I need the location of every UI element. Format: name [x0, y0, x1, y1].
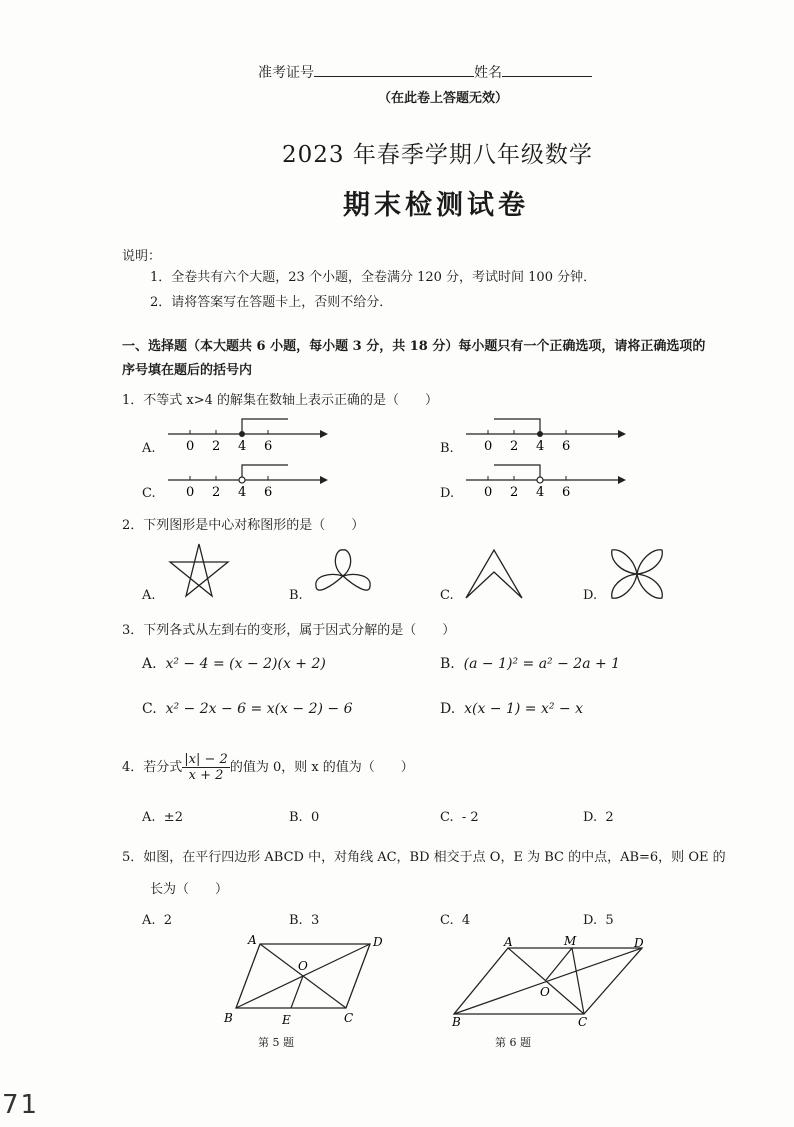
option-expr: (a − 1)² = a² − 2a + 1	[463, 656, 621, 672]
option-label: A.	[142, 656, 157, 672]
closed-dot-icon	[239, 431, 245, 437]
option-label: D.	[440, 701, 456, 717]
option-value: 0	[310, 810, 320, 825]
point-label: B	[452, 1015, 461, 1029]
q3-stem: 3．下列各式从左到右的变形，属于因式分解的是（ ）	[122, 623, 456, 638]
q4-option-b[interactable]	[289, 810, 319, 825]
q2-option-b-label[interactable]: B.	[289, 588, 303, 603]
point-label: O	[540, 985, 550, 999]
q3-option-c[interactable]	[142, 701, 352, 717]
tick-label: 0	[186, 439, 195, 454]
option-label: D.	[583, 913, 598, 928]
tick-label: 0	[186, 485, 195, 500]
open-dot-icon	[239, 477, 245, 483]
invalid-note: （在此卷上答题无效）	[378, 91, 509, 106]
q1-numberline-d	[458, 456, 628, 501]
option-label: B.	[289, 913, 303, 928]
tick-label: 0	[484, 439, 493, 454]
exam-id-blank[interactable]	[314, 62, 474, 77]
fraction-denominator: x + 2	[188, 768, 224, 783]
q4-option-a[interactable]	[142, 810, 183, 825]
option-value: 5	[605, 913, 614, 928]
star-shape-icon	[166, 540, 232, 602]
q4-option-c[interactable]	[440, 810, 479, 825]
name-blank[interactable]	[502, 62, 592, 77]
point-label: A	[504, 935, 513, 949]
option-label: A.	[142, 913, 156, 928]
margin-mark: 71	[2, 1090, 40, 1120]
q4-option-d[interactable]	[583, 810, 614, 825]
tick-label: 2	[212, 439, 221, 454]
point-label: D	[373, 935, 383, 949]
trefoil-shape-icon	[312, 546, 374, 602]
option-label: C.	[142, 701, 157, 717]
q1-option-d-label[interactable]: D.	[440, 486, 455, 501]
q5-option-d[interactable]	[583, 913, 614, 928]
tick-label: 4	[536, 485, 545, 500]
q1-option-a-label[interactable]: A.	[142, 441, 156, 456]
point-label: D	[634, 936, 644, 950]
option-value: 4	[461, 913, 471, 928]
q5-stem-cont: 长为（ ）	[150, 882, 229, 897]
tick-label: 2	[510, 439, 519, 454]
option-expr: x² − 2x − 6 = x(x − 2) − 6	[165, 701, 353, 717]
q3-option-b[interactable]	[440, 656, 620, 672]
q2-option-c-label[interactable]: C.	[440, 588, 454, 603]
q2-option-a-label[interactable]: A.	[142, 588, 156, 603]
q1-numberline-b	[458, 410, 628, 455]
tick-label: 0	[484, 485, 493, 500]
option-value: ±2	[163, 810, 183, 825]
tick-label: 6	[264, 439, 273, 454]
option-label: A.	[142, 810, 156, 825]
point-label: M	[564, 934, 577, 948]
page-subtitle: 期末检测试卷	[343, 190, 529, 221]
q5-option-a[interactable]	[142, 913, 172, 928]
q2-stem: 2．下列图形是中心对称图形的是（ ）	[122, 518, 365, 533]
instructions-label: 说明：	[122, 249, 162, 264]
q5-stem: 5．如图，在平行四边形 ABCD 中，对角线 AC，BD 相交于点 O，E 为 BC 的中点，AB=6，则 OE 的	[122, 850, 726, 865]
q1-stem: 1．不等式 x>4 的解集在数轴上表示正确的是（ ）	[122, 393, 439, 408]
point-label: B	[224, 1011, 233, 1025]
figure-5-caption: 第 5 题	[258, 1036, 294, 1049]
tick-label: 6	[562, 485, 571, 500]
option-value: 2	[163, 913, 173, 928]
option-value: 2	[605, 810, 614, 825]
point-label: O	[298, 959, 308, 973]
q3-option-a[interactable]	[142, 656, 326, 672]
option-value: - 2	[461, 810, 479, 825]
tick-label: 4	[238, 439, 247, 454]
option-value: 3	[310, 913, 320, 928]
q5-option-c[interactable]	[440, 913, 470, 928]
point-label: A	[248, 933, 257, 947]
four-petal-shape-icon	[606, 544, 668, 604]
name-label: 姓名	[474, 65, 502, 81]
section-heading: 一、选择题（本大题共 6 小题，每小题 3 分，共 18 分）每小题只有一个正确选项，请将正确选项的	[122, 339, 706, 354]
exam-id-label: 准考证号	[258, 65, 314, 81]
q4-stem	[122, 752, 414, 783]
figure-6-caption: 第 6 题	[495, 1036, 531, 1049]
tick-label: 2	[212, 485, 221, 500]
option-label: C.	[440, 913, 454, 928]
option-label: D.	[583, 810, 598, 825]
q1-option-b-label[interactable]: B.	[440, 441, 454, 456]
option-label: B.	[440, 656, 455, 672]
q1-numberline-a	[160, 410, 330, 455]
option-label: B.	[289, 810, 303, 825]
tick-label: 4	[536, 439, 545, 454]
q2-option-d-label[interactable]: D.	[583, 588, 598, 603]
instruction-item: 2．请将答案写在答题卡上，否则不给分．	[150, 295, 393, 310]
q1-option-c-label[interactable]: C.	[142, 486, 156, 501]
option-expr: x(x − 1) = x² − x	[464, 701, 584, 717]
closed-dot-icon	[537, 431, 543, 437]
q5-option-b[interactable]	[289, 913, 319, 928]
option-expr: x² − 4 = (x − 2)(x + 2)	[165, 656, 326, 672]
point-label: C	[578, 1015, 588, 1029]
section-heading-cont: 序号填在题后的括号内	[122, 363, 253, 378]
q4-stem-post: 的值为 0，则 x 的值为（ ）	[229, 760, 414, 775]
q4-stem-pre: 4．若分式	[122, 760, 183, 775]
figure-6-parallelogram	[446, 930, 666, 1030]
point-label: C	[344, 1011, 354, 1025]
q1-numberline-c	[160, 456, 330, 501]
q3-option-d[interactable]	[440, 701, 583, 717]
instruction-item: 1．全卷共有六个大题，23 个小题，全卷满分 120 分，考试时间 100 分钟．	[150, 270, 597, 285]
fraction-numerator: |x| − 2	[184, 752, 228, 767]
tick-label: 4	[238, 485, 247, 500]
exam-id-row	[258, 62, 592, 82]
q4-fraction	[182, 752, 230, 783]
point-label: E	[282, 1013, 291, 1027]
tick-label: 6	[562, 439, 571, 454]
page-title: 2023 年春季学期八年级数学	[282, 142, 593, 168]
option-label: C.	[440, 810, 454, 825]
arrowhead-shape-icon	[462, 546, 526, 602]
figure-5-parallelogram	[218, 930, 398, 1030]
open-dot-icon	[537, 477, 543, 483]
tick-label: 2	[510, 485, 519, 500]
tick-label: 6	[264, 485, 273, 500]
